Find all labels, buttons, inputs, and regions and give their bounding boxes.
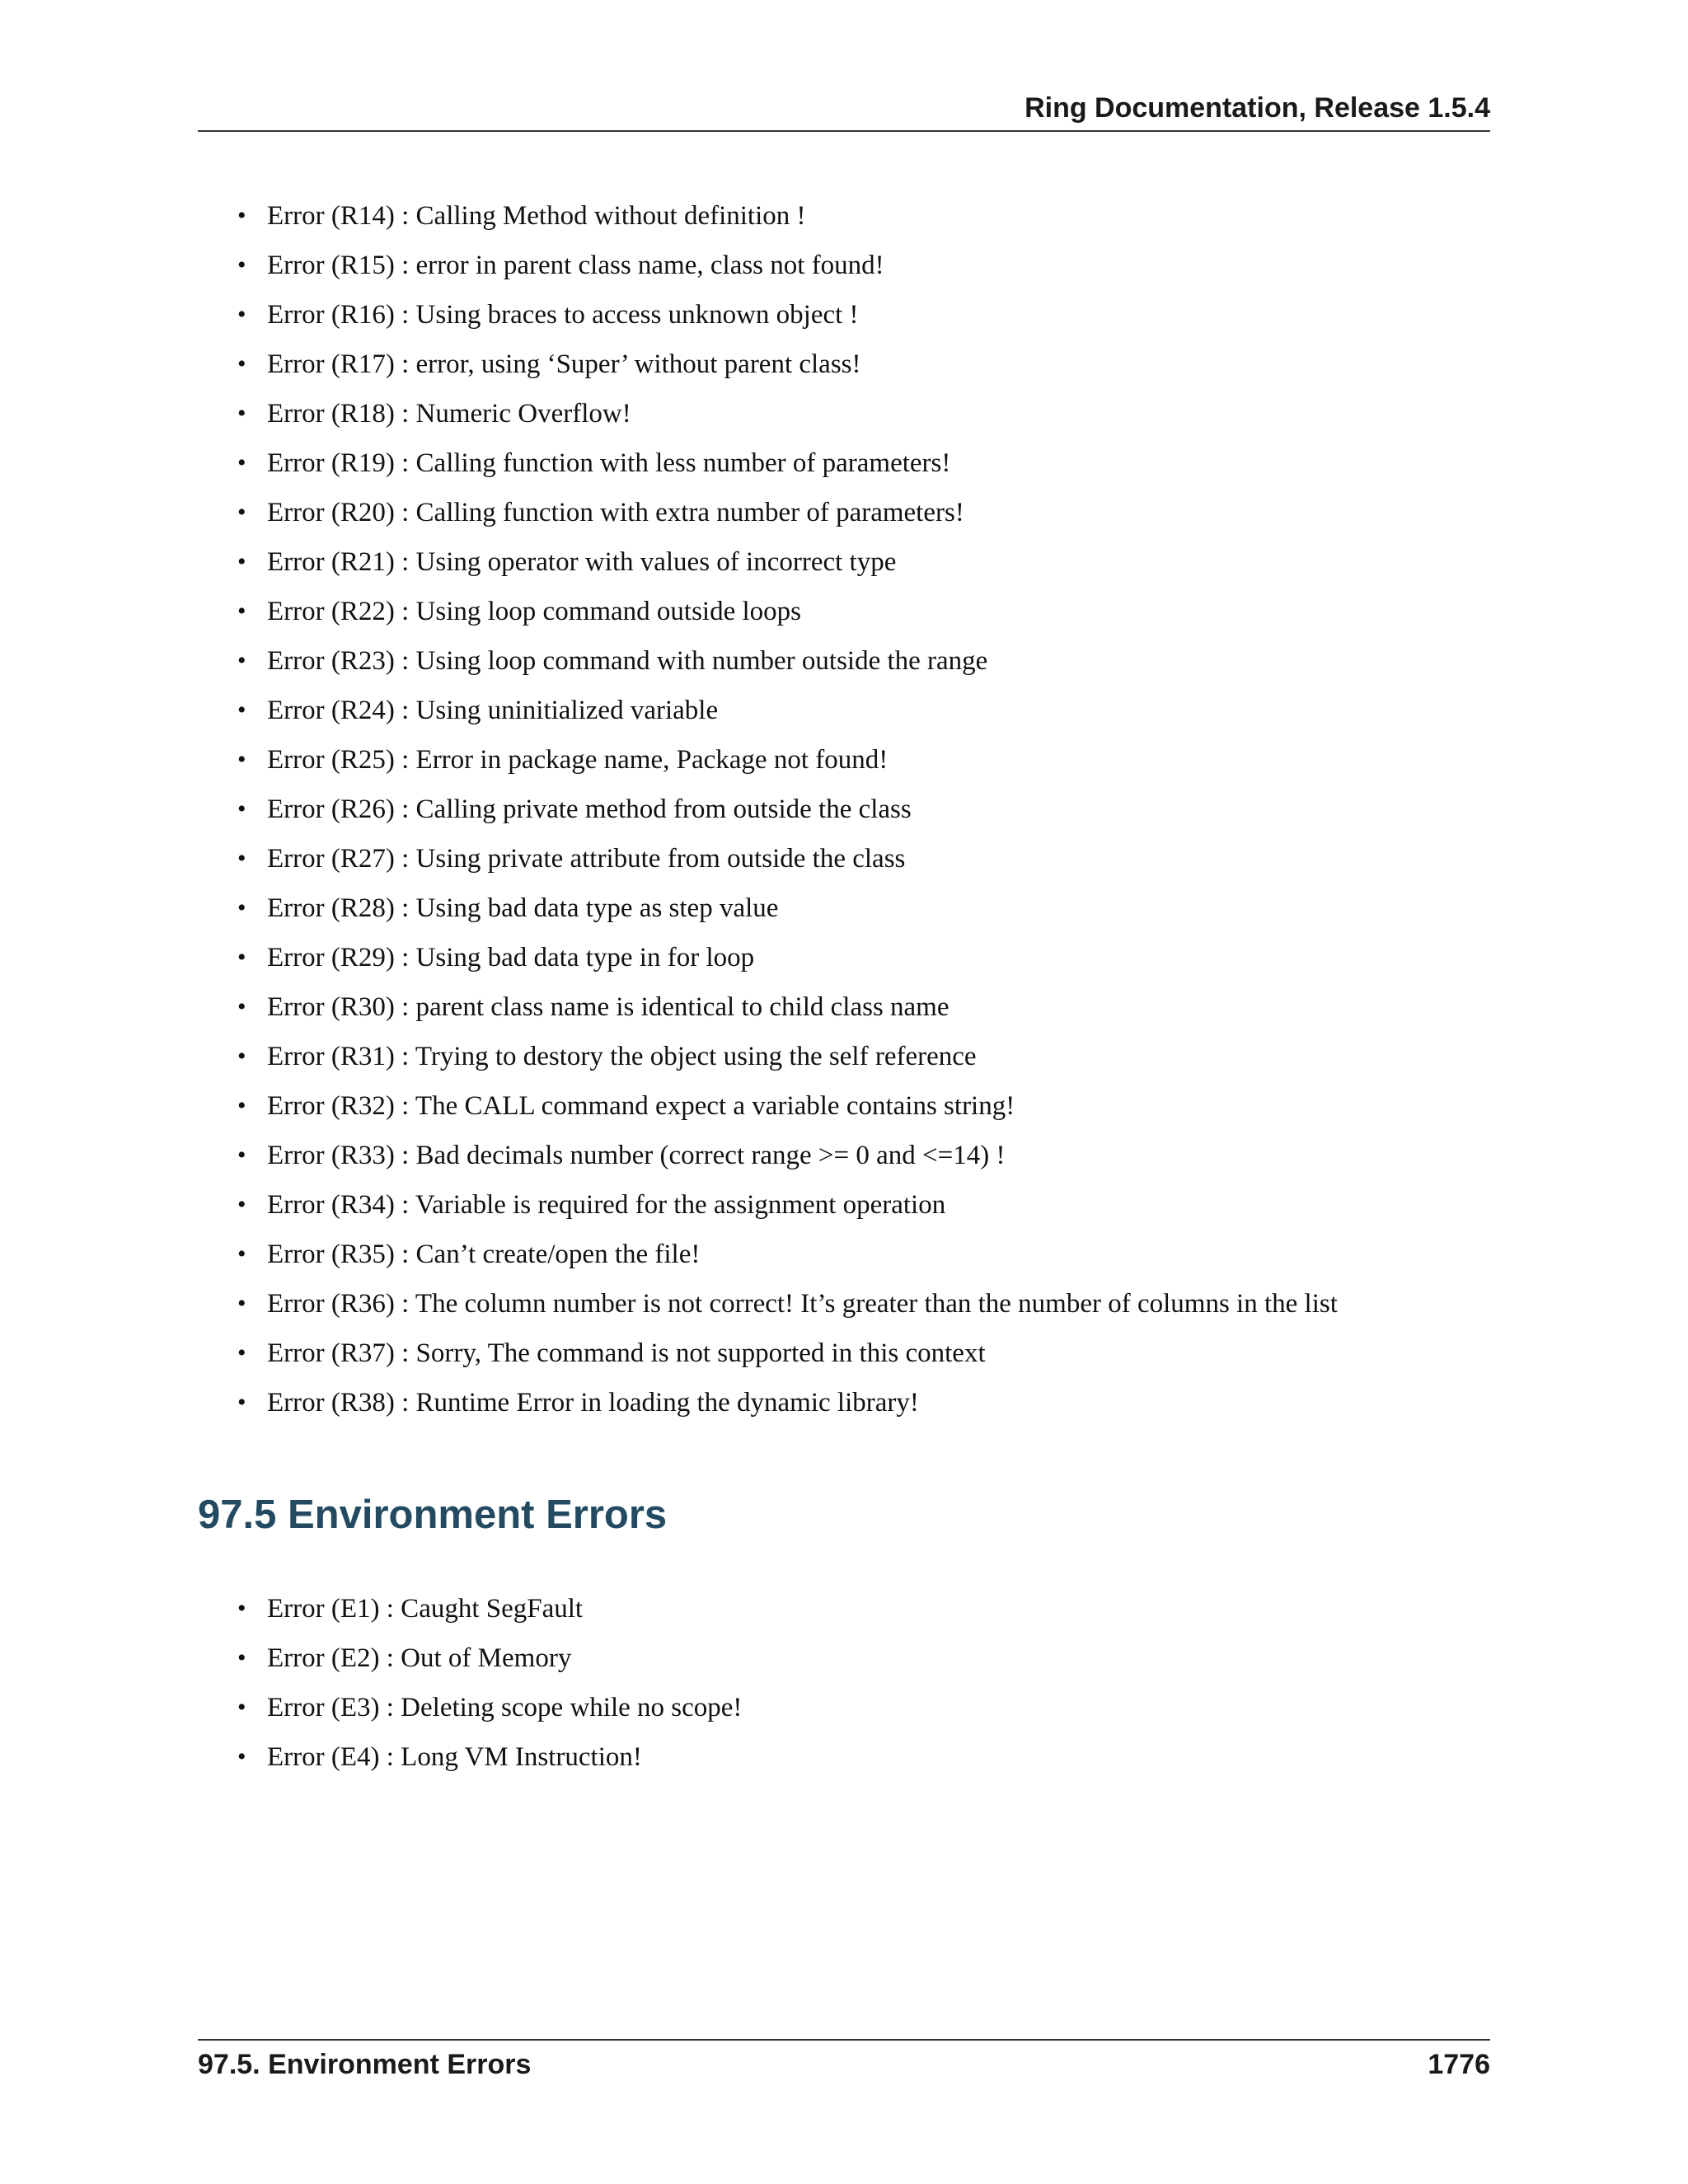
list-item (198, 340, 1490, 389)
error-text: Error (R34) : Variable is required for the assignment operation (267, 1190, 946, 1220)
page-header (198, 89, 1490, 132)
bullet-icon: • (237, 1191, 246, 1218)
bullet-icon: • (237, 499, 246, 526)
error-text: Error (R18) : Numeric Overflow! (267, 399, 631, 429)
error-text: Error (R22) : Using loop command outside loops (267, 597, 802, 626)
bullet-icon: • (237, 1092, 246, 1119)
error-text: Error (R16) : Using braces to access unknown object ! (267, 300, 859, 330)
error-text: Error (R20) : Calling function with extra number of parameters! (267, 498, 964, 527)
list-item (198, 389, 1490, 438)
error-text: Error (R15) : error in parent class name, class not found! (267, 251, 884, 280)
error-text: Error (R30) : parent class name is identical to child class name (267, 992, 950, 1022)
bullet-icon: • (237, 1290, 246, 1317)
error-text: Error (R19) : Calling function with less number of parameters! (267, 448, 951, 478)
bullet-icon: • (237, 1339, 246, 1366)
list-item (198, 686, 1490, 735)
error-text: Error (R17) : error, using ‘Super’ without parent class! (267, 349, 861, 379)
list-item (198, 537, 1490, 587)
bullet-icon: • (237, 993, 246, 1020)
list-item (198, 290, 1490, 340)
list-item (198, 1279, 1490, 1329)
bullet-icon: • (237, 301, 246, 328)
error-text: Error (R31) : Trying to destory the object using the self reference (267, 1042, 977, 1071)
error-text: Error (R32) : The CALL command expect a variable contains string! (267, 1091, 1015, 1121)
bullet-icon: • (237, 400, 246, 427)
list-item (198, 982, 1490, 1032)
runtime-errors-list (198, 191, 1490, 1427)
error-text: Error (R24) : Using uninitialized variable (267, 696, 719, 725)
list-item (198, 1180, 1490, 1230)
section-heading: 97.5 Environment Errors (198, 1493, 668, 1537)
error-text: Error (R25) : Error in package name, Package not found! (267, 745, 889, 775)
list-item (198, 1131, 1490, 1180)
error-text: Error (E1) : Caught SegFault (267, 1594, 584, 1624)
bullet-icon: • (237, 746, 246, 773)
list-item (198, 785, 1490, 834)
bullet-icon: • (237, 795, 246, 823)
bullet-icon: • (237, 1240, 246, 1268)
error-text: Error (E4) : Long VM Instruction! (267, 1742, 642, 1772)
bullet-icon: • (237, 1694, 246, 1721)
error-text: Error (R26) : Calling private method from outside the class (267, 794, 912, 824)
list-item (198, 735, 1490, 785)
list-item (198, 488, 1490, 537)
bullet-icon: • (237, 647, 246, 674)
bullet-icon: • (237, 1595, 246, 1622)
page-footer (198, 2039, 1490, 2090)
bullet-icon: • (237, 894, 246, 921)
error-text: Error (R27) : Using private attribute from outside the class (267, 844, 906, 874)
bullet-icon: • (237, 598, 246, 625)
list-item (198, 1378, 1490, 1427)
list-item (198, 1329, 1490, 1378)
bullet-icon: • (237, 845, 246, 872)
error-text: Error (R37) : Sorry, The command is not supported in this context (267, 1338, 986, 1368)
page-number: 1776 (1428, 2049, 1490, 2080)
environment-errors-list (198, 1584, 1490, 1782)
list-item (198, 834, 1490, 883)
error-text: Error (R28) : Using bad data type as step value (267, 893, 779, 923)
bullet-icon: • (237, 1043, 246, 1070)
list-item (198, 1633, 1490, 1683)
list-item (198, 1081, 1490, 1131)
list-item (198, 438, 1490, 488)
bullet-icon: • (237, 202, 246, 229)
list-item (198, 636, 1490, 686)
bullet-icon: • (237, 1644, 246, 1671)
footer-section-label: 97.5. Environment Errors (198, 2049, 532, 2080)
running-title: Ring Documentation, Release 1.5.4 (1025, 92, 1490, 124)
error-text: Error (E3) : Deleting scope while no scope! (267, 1693, 743, 1722)
error-text: Error (R33) : Bad decimals number (correct range >= 0 and <=14) ! (267, 1141, 1006, 1170)
bullet-icon: • (237, 350, 246, 377)
list-item (198, 1230, 1490, 1279)
list-item (198, 587, 1490, 636)
error-text: Error (R21) : Using operator with values of incorrect type (267, 547, 897, 577)
bullet-icon: • (237, 251, 246, 279)
error-text: Error (R23) : Using loop command with number outside the range (267, 646, 988, 676)
bullet-icon: • (237, 1389, 246, 1416)
bullet-icon: • (237, 1141, 246, 1169)
bullet-icon: • (237, 1743, 246, 1770)
error-text: Error (R35) : Can’t create/open the file! (267, 1240, 701, 1269)
error-text: Error (R36) : The column number is not correct! It’s greater than the number of columns in the list (267, 1289, 1338, 1319)
error-text: Error (E2) : Out of Memory (267, 1643, 572, 1673)
error-text: Error (R38) : Runtime Error in loading the dynamic library! (267, 1388, 919, 1418)
list-item (198, 1032, 1490, 1081)
bullet-icon: • (237, 548, 246, 575)
list-item (198, 883, 1490, 933)
list-item (198, 241, 1490, 290)
bullet-icon: • (237, 944, 246, 971)
error-text: Error (R14) : Calling Method without definition ! (267, 201, 806, 231)
bullet-icon: • (237, 696, 246, 724)
list-item (198, 1683, 1490, 1732)
list-item (198, 191, 1490, 241)
page-content (198, 191, 1490, 1782)
error-text: Error (R29) : Using bad data type in for loop (267, 943, 755, 972)
list-item (198, 1584, 1490, 1633)
bullet-icon: • (237, 449, 246, 476)
list-item (198, 1732, 1490, 1782)
list-item (198, 933, 1490, 982)
